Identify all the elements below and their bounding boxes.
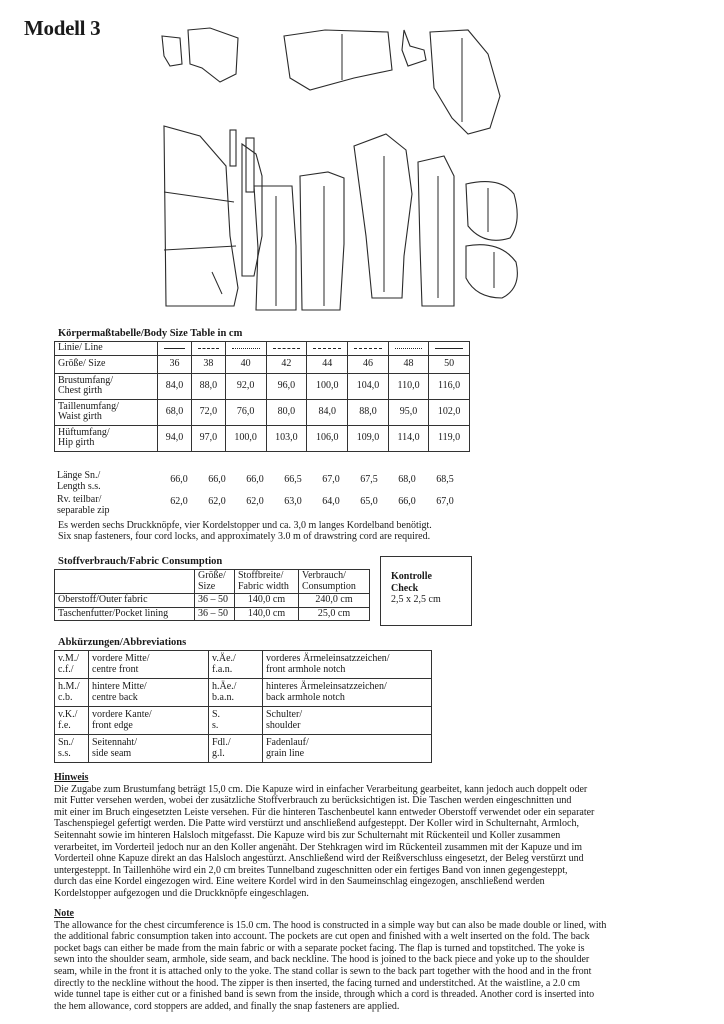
- size-value: 50: [429, 355, 470, 373]
- size-value: 44: [307, 355, 348, 373]
- line-style-46: [354, 348, 382, 349]
- body-size-title: Körpermaßtabelle/Body Size Table in cm: [58, 328, 243, 339]
- abbrev-row: h.M./ c.b. hintere Mitte/ centre back h.Äe./ b.a.n. hinteres Ärmeleinsatzzeichen/ back armhole notch: [55, 679, 432, 707]
- body-size-table: [54, 341, 470, 452]
- chest-value: 100,0: [307, 373, 348, 399]
- fabric-title: Stoffverbrauch/Fabric Consumption: [58, 556, 223, 567]
- length-row: Länge Sn./ Length s.s. 66,0 66,0 66,0 66,5 67,0 67,5 68,0 68,5: [57, 470, 454, 492]
- hip-value: 100,0: [225, 425, 266, 451]
- size-value: 46: [348, 355, 389, 373]
- line-style-40: [232, 348, 260, 349]
- line-style-42: [273, 348, 301, 349]
- side-back-piece: [254, 186, 296, 310]
- waist-value: 84,0: [307, 399, 348, 425]
- size-value: 40: [225, 355, 266, 373]
- hip-value: 114,0: [388, 425, 428, 451]
- waist-value: 80,0: [266, 399, 307, 425]
- chest-value: 104,0: [348, 373, 389, 399]
- size-value: 36: [158, 355, 192, 373]
- line-style-48: [395, 348, 422, 349]
- outer-fabric-row: Oberstoff/Outer fabric 36 – 50 140,0 cm 240,0 cm: [55, 594, 370, 608]
- lower-sleeve-piece: [418, 156, 454, 306]
- collar-piece: [162, 36, 182, 66]
- zip-facing-strip: [246, 138, 254, 192]
- waist-value: 68,0: [158, 399, 192, 425]
- length-rows: [57, 471, 473, 519]
- chest-value: 84,0: [158, 373, 192, 399]
- waist-value: 88,0: [348, 399, 389, 425]
- size-row: [55, 355, 470, 373]
- line-style-44: [313, 348, 341, 349]
- size-header: Größe/ Size: [55, 355, 158, 373]
- hip-value: 106,0: [307, 425, 348, 451]
- pattern-pieces-diagram: [150, 26, 530, 316]
- hip-value: 119,0: [429, 425, 470, 451]
- materials-note: Es werden sechs Druckknöpfe, vier Kordelstopper und ca. 3,0 m langes Kordelband benötigt. Six snap fasteners, four cord locks, and approximately 3.0 m of drawstring cord are required.: [58, 520, 432, 542]
- chest-value: 92,0: [225, 373, 266, 399]
- hip-row: [55, 425, 470, 451]
- pocket-flap-piece: [466, 182, 517, 241]
- note-title: Note: [54, 908, 74, 919]
- abbrev-title: Abkürzungen/Abbreviations: [58, 637, 187, 648]
- hip-value: 97,0: [191, 425, 225, 451]
- line-style-36: [164, 348, 185, 349]
- waist-value: 76,0: [225, 399, 266, 425]
- hip-value: 94,0: [158, 425, 192, 451]
- waist-label: Taillenumfang/ Waist girth: [55, 399, 158, 425]
- control-check-box: Kontrolle Check 2,5 x 2,5 cm: [380, 556, 472, 626]
- back-yoke-piece: [284, 30, 392, 90]
- size-value: 48: [388, 355, 428, 373]
- chest-value: 88,0: [191, 373, 225, 399]
- front-yoke-piece: [188, 28, 238, 82]
- chest-value: 96,0: [266, 373, 307, 399]
- chest-label: Brustumfang/ Chest girth: [55, 373, 158, 399]
- hip-label: Hüftumfang/ Hip girth: [55, 425, 158, 451]
- front-piece: [164, 126, 238, 306]
- pocket-lining-row: Taschenfutter/Pocket lining 36 – 50 140,0 cm 25,0 cm: [55, 607, 370, 621]
- pocket-bag-piece: [466, 245, 517, 298]
- back-piece: [300, 172, 344, 310]
- fabric-table: Größe/ Size Stoffbreite/ Fabric width Verbrauch/ Consumption Oberstoff/Outer fabric 36 – 50 140,0 cm 240,0 cm Taschenfutter/Pocket lining 36 – 50 140,0 cm 25,0 cm: [54, 569, 370, 621]
- hinweis-section: Hinweis Die Zugabe zum Brustumfang beträgt 15,0 cm. Die Kapuze wird in einfacher Verarbeitung gearbeitet, kann jedoch auch doppelt oder mit Futter versehen werden, wobei der zusätzliche Stoffverbrauch zu berücksichtigen ist. Die Taschen werden eingeschnitten und mit einer im Bruch eingesetzten Leiste versehen. Für die hinteren Taschenbeutel kann entweder Oberstoff verwendet oder ein separater Taschenspiegel gefertigt werden. Die Patte wird verstürzt und anschließend aufgesteppt. Der Koller wird in Schulternaht, Armloch, Seitennaht sowie im hinteren Halsloch mitgefasst. Die Kapuze wird bis zur Schulternaht mit Rückenteil und Koller zusammen verarbeitet, im Vorderteil jedoch nur an den Koller angenäht. Der Stehkragen wird im Rückenteil zusammen mit der Kapuze und im Vorderteil ohne Kapuze direkt an das Halsloch angestürzt. Anschließend wird der Reißverschluss eingesetzt, der Beleg verstürzt und untergesteppt. In Taillenhöhe wird ein 2,0 cm breites Tunnelband zugeschnitten oder ein fertiges Band von innen gegengesteppt, durch das eine Kordel eingezogen wird. Eine weitere Kordel wird in den Saumeinschlag eingezogen, anschließend werden Kordelstopper aufgezogen und die Druckknöpfe eingeschlagen.: [54, 772, 694, 900]
- hip-value: 103,0: [266, 425, 307, 451]
- pocket-facing-strip: [230, 130, 236, 166]
- waist-value: 72,0: [191, 399, 225, 425]
- hood-piece: [430, 30, 500, 134]
- chest-value: 116,0: [429, 373, 470, 399]
- abbrev-row: v.K./ f.e. vordere Kante/ front edge S. s. Schulter/ shoulder: [55, 707, 432, 735]
- waist-row: [55, 399, 470, 425]
- abbrev-row: v.M./ c.f./ vordere Mitte/ centre front v.Äe./ f.a.n. vorderes Ärmeleinsatzzeichen/ front armhole notch: [55, 651, 432, 679]
- hinweis-title: Hinweis: [54, 772, 89, 783]
- abbrev-row: Sn./ s.s. Seitennaht/ side seam Fdl./ g.l. Fadenlauf/ grain line: [55, 735, 432, 763]
- waist-value: 102,0: [429, 399, 470, 425]
- front-side-piece: [242, 144, 262, 276]
- hip-value: 109,0: [348, 425, 389, 451]
- size-value: 42: [266, 355, 307, 373]
- upper-sleeve-piece: [354, 134, 412, 298]
- line-style-50: [435, 348, 463, 349]
- welt-piece: [402, 30, 426, 66]
- abbrev-table: [54, 650, 432, 763]
- chest-row: [55, 373, 470, 399]
- page-title: Modell 3: [24, 16, 101, 40]
- note-section: Note The allowance for the chest circumference is 15.0 cm. The hood is constructed in a simple way but can also be made double or lined, with the additional fabric consumption taken into account. The pockets are cut open and finished with a welt inserted on the fold. The back pocket bags can either be made from the main fabric or with a separate pocket facing. The flap is turned and topstitched. The yoke is sewn into the shoulder seam, armhole, side seam, and back neckline. The hood is joined to the back piece and yoke up to the shoulder seam, while in the front it is attached only to the yoke. The stand collar is sewn to the back part together with the hood and in the front directly to the neckline without the hood. The zipper is then inserted, the facing turned and understitched. At the waistline, a 2.0 cm wide tunnel tape is either cut or a finished band is sewn from the inside, through which a cord is threaded. Another cord is inserted into the hem allowance, cord stoppers are added, and finally the snap fasteners are applied.: [54, 908, 694, 1012]
- line-header: Linie/ Line: [55, 342, 158, 356]
- line-row: [55, 342, 470, 356]
- line-style-38: [198, 348, 219, 349]
- chest-value: 110,0: [388, 373, 428, 399]
- size-value: 38: [191, 355, 225, 373]
- zip-row: Rv. teilbar/ separable zip 62,0 62,0 62,0 63,0 64,0 65,0 66,0 67,0: [57, 494, 454, 516]
- waist-value: 95,0: [388, 399, 428, 425]
